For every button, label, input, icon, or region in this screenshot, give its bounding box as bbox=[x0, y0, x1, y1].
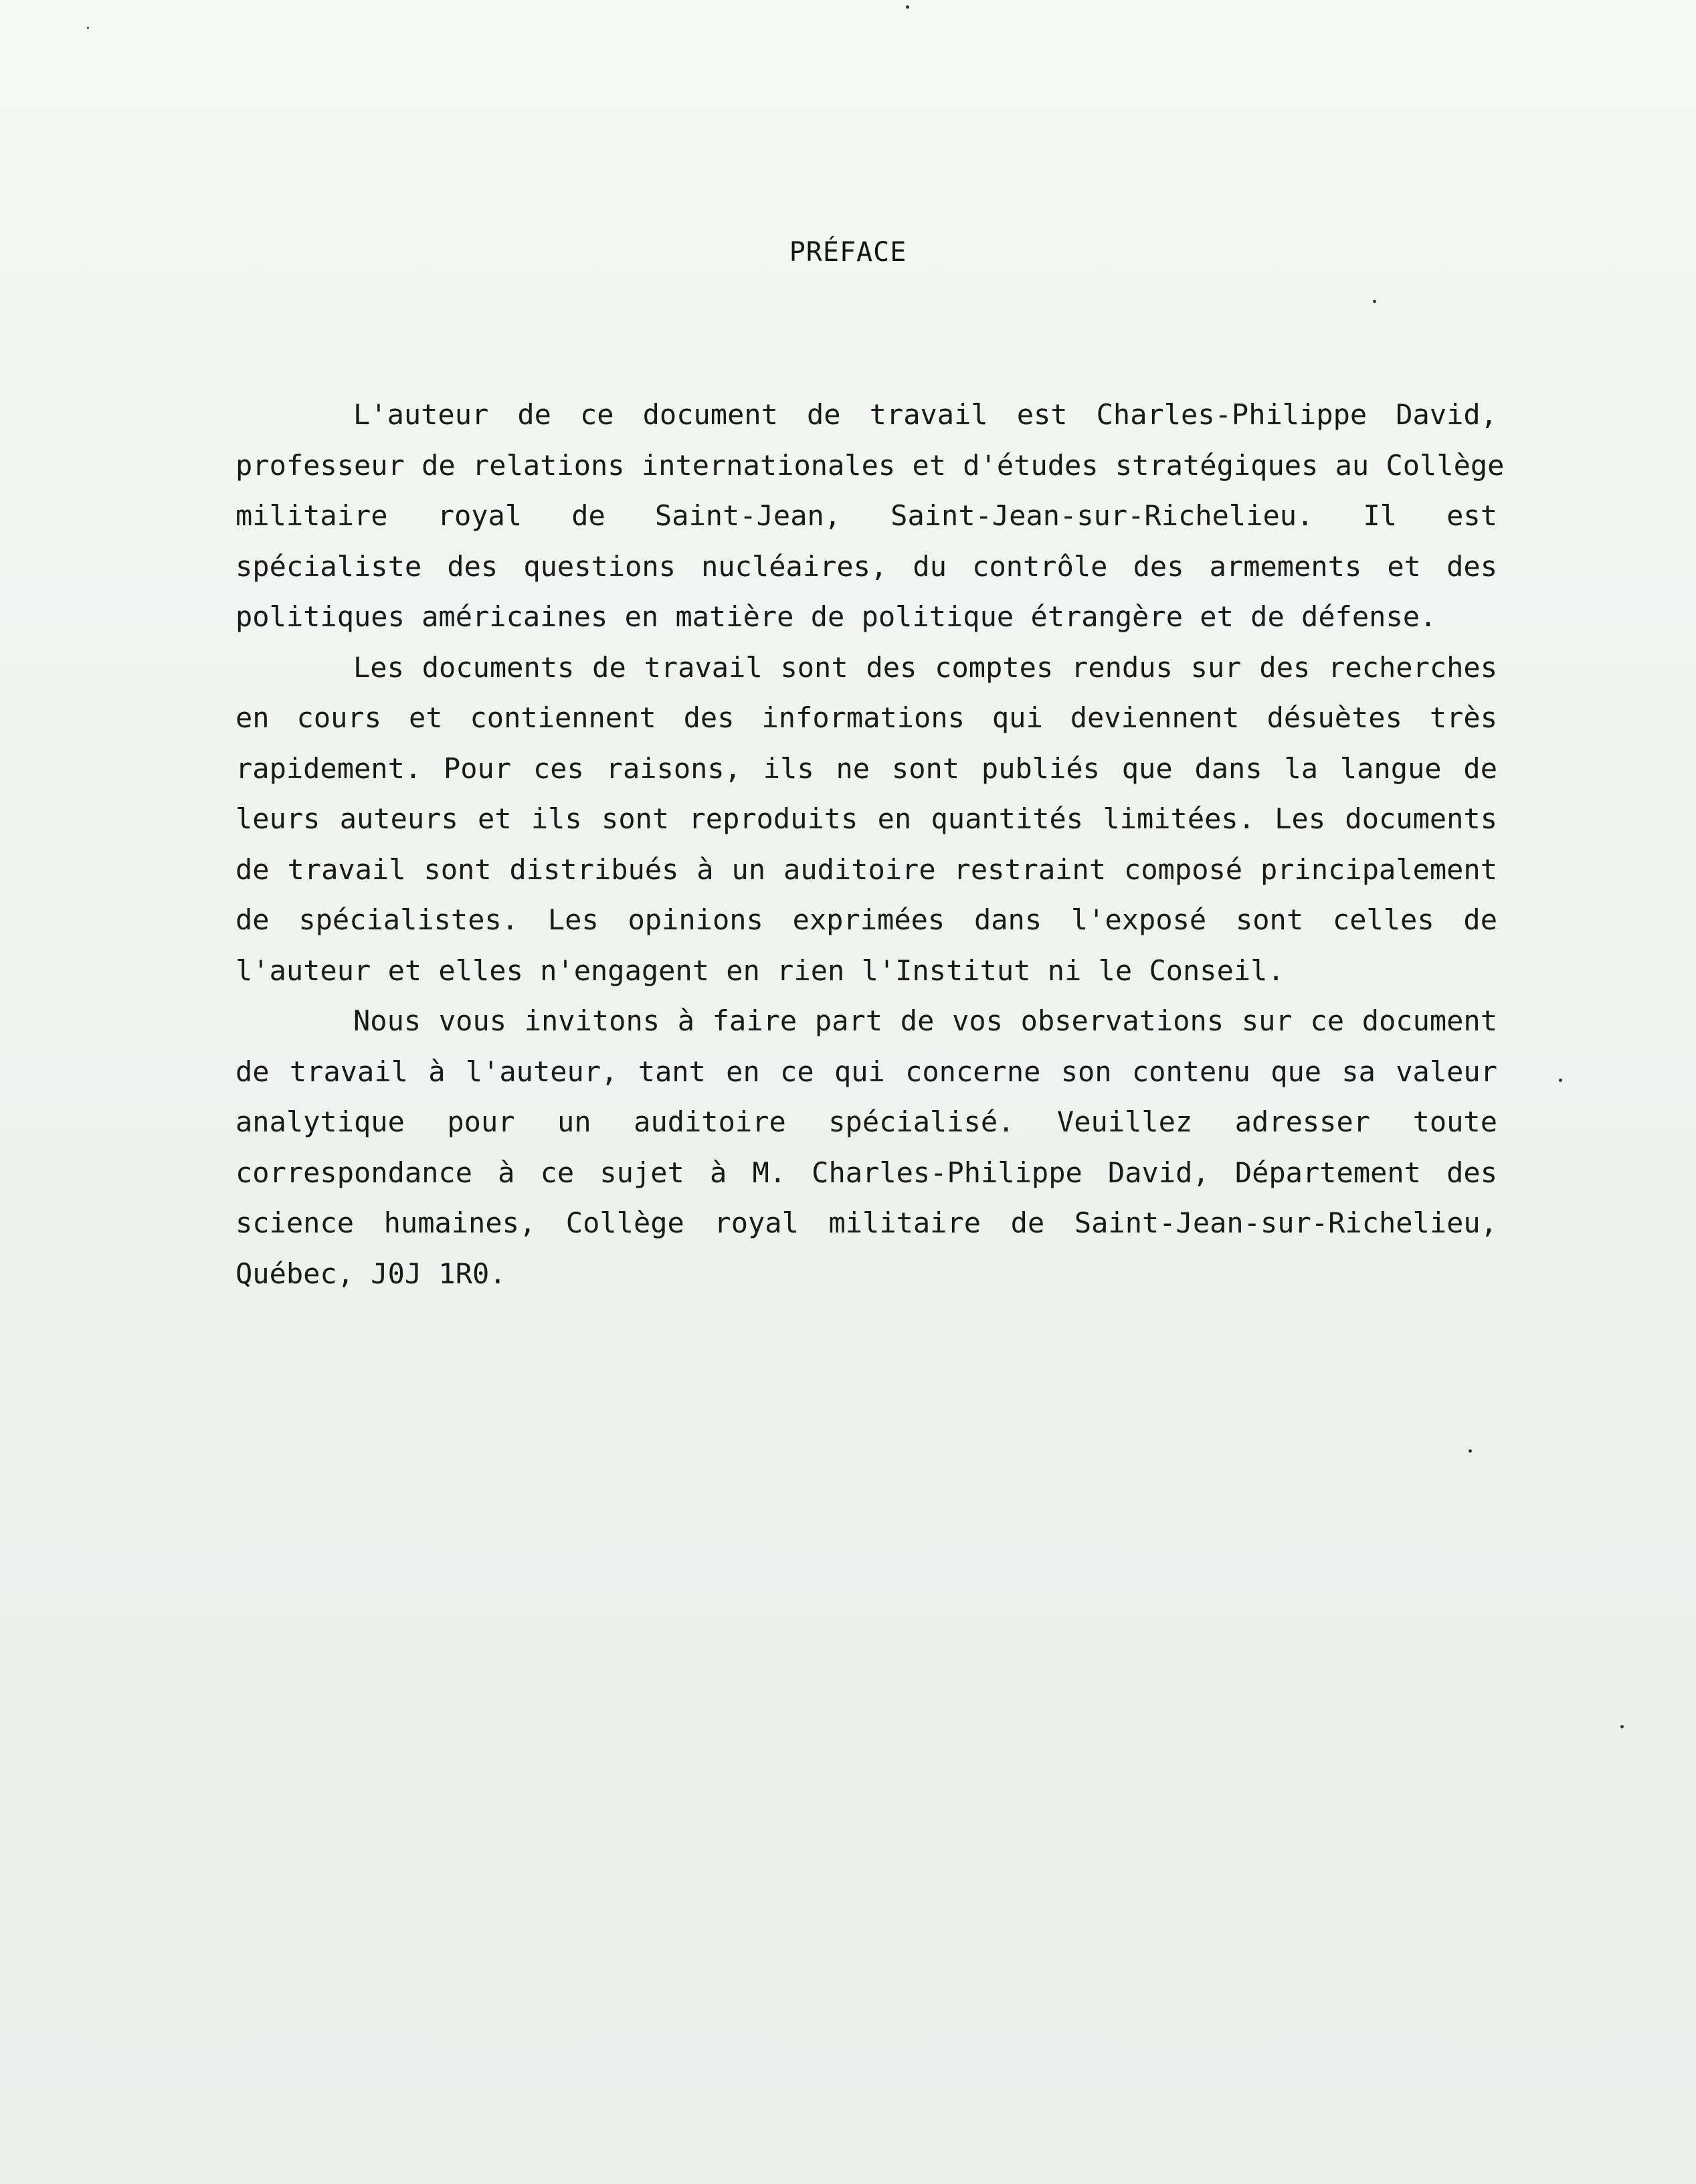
text-line: politiques américaines en matière de politique étrangère et de défense. bbox=[235, 600, 1437, 633]
scan-speck bbox=[906, 5, 909, 9]
line-text: Nous vous invitons à faire part de vos observations sur ce document bbox=[353, 1004, 1497, 1037]
text-line: de spécialistes. Les opinions exprimées dans l'exposé sont celles de bbox=[235, 903, 1497, 936]
text-line: correspondance à ce sujet à M. Charles-Philippe David, Département des bbox=[235, 1156, 1497, 1189]
text-line: en cours et contiennent des informations qui deviennent désuètes très bbox=[235, 701, 1497, 734]
line-text: L'auteur de ce document de travail est Charles-Philippe David, bbox=[353, 398, 1497, 431]
text-line: science humaines, Collège royal militaire de Saint-Jean-sur-Richelieu, bbox=[235, 1206, 1497, 1239]
scan-speck bbox=[87, 27, 89, 29]
text-line: professeur de relations internationales et d'études stratégiques au Collège bbox=[235, 448, 1505, 482]
preface-body bbox=[235, 389, 1505, 1299]
paragraph-1 bbox=[235, 389, 1505, 642]
line-text: Les documents de travail sont des comptes rendus sur des recherches bbox=[353, 650, 1497, 684]
text-line: rapidement. Pour ces raisons, ils ne sont publiés que dans la langue de bbox=[235, 751, 1497, 785]
scan-speck bbox=[1620, 1725, 1624, 1728]
paragraph-2 bbox=[235, 642, 1497, 996]
text-line bbox=[235, 389, 1497, 440]
scan-speck bbox=[1559, 1079, 1562, 1082]
text-line: de travail à l'auteur, tant en ce qui concerne son contenu que sa valeur bbox=[235, 1055, 1497, 1088]
text-line: de travail sont distribués à un auditoire restraint composé principalement bbox=[235, 852, 1497, 886]
text-line bbox=[235, 996, 1497, 1046]
paragraph-3 bbox=[235, 996, 1497, 1299]
text-line bbox=[235, 642, 1497, 693]
text-line: l'auteur et elles n'engagent en rien l'Institut ni le Conseil. bbox=[235, 953, 1285, 987]
scan-speck bbox=[1469, 1449, 1472, 1453]
scan-speck bbox=[1373, 300, 1376, 303]
text-line: analytique pour un auditoire spécialisé. Veuillez adresser toute bbox=[235, 1105, 1497, 1138]
text-line: leurs auteurs et ils sont reproduits en quantités limitées. Les documents bbox=[235, 802, 1497, 835]
text-line: militaire royal de Saint-Jean, Saint-Jean-sur-Richelieu. Il est bbox=[235, 499, 1497, 532]
text-line: Québec, J0J 1R0. bbox=[235, 1257, 506, 1290]
page-title: PRÉFACE bbox=[789, 237, 907, 268]
text-line: spécialiste des questions nucléaires, du contrôle des armements et des bbox=[235, 549, 1497, 583]
